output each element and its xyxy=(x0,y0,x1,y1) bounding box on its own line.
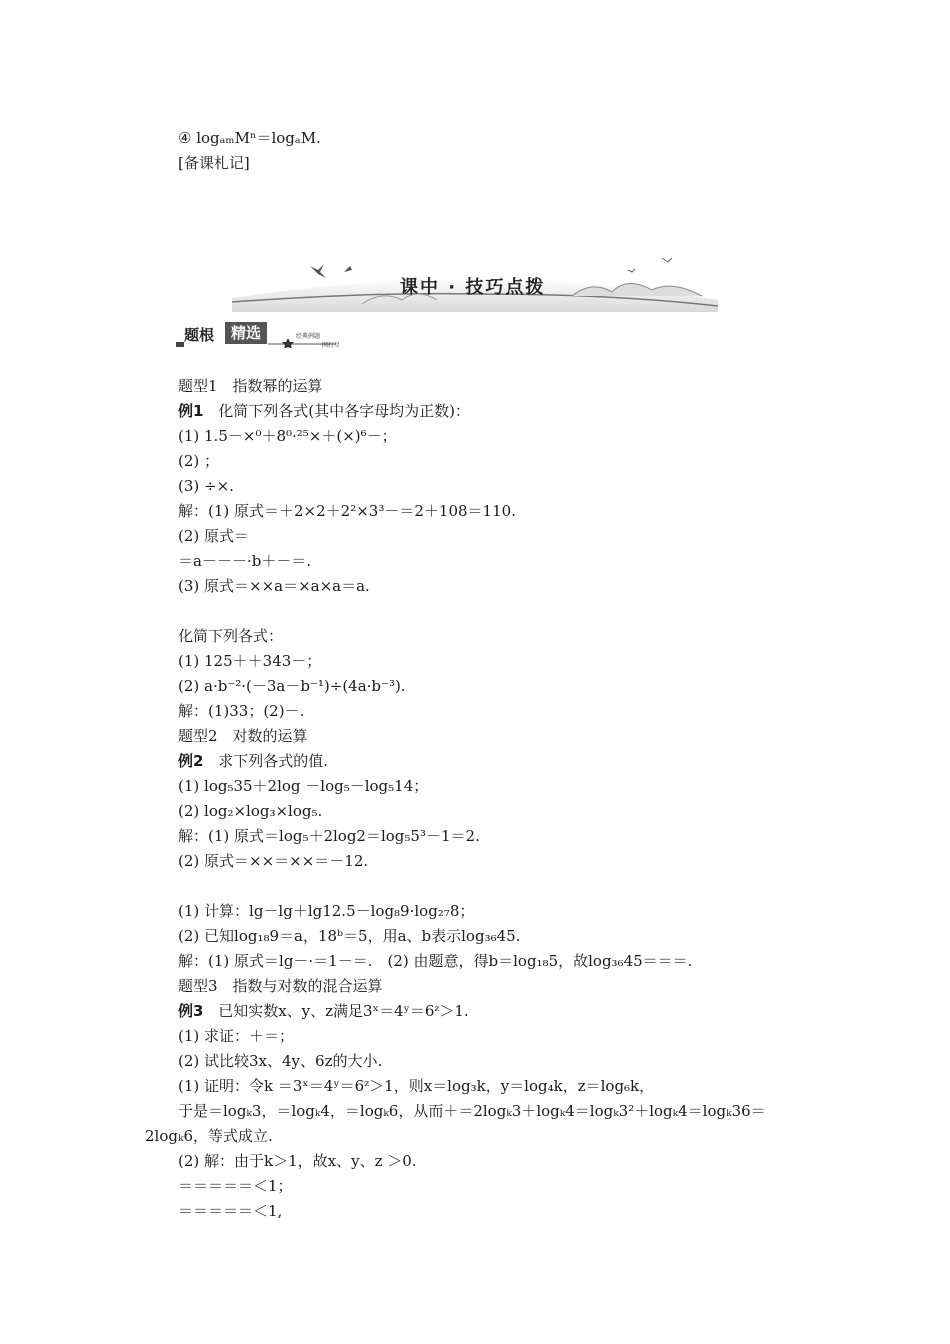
text-line: (2) ； xyxy=(178,452,220,470)
text-line: (3) 原式＝××a＝×a×a＝a. xyxy=(178,577,370,595)
example-3 xyxy=(178,999,469,1023)
text-line: 解：(1) 原式＝lg－·＝1－＝. (2) 由题意，得b＝log₁₈5，故log₃₆45＝＝＝. xyxy=(178,952,693,970)
bird-icon xyxy=(344,266,352,272)
example-1 xyxy=(178,399,470,423)
heading-type1: 题型1 指数幂的运算 xyxy=(178,377,323,395)
star-icon xyxy=(282,338,294,348)
text-line: ④ logₐₘMⁿ＝logₐM. xyxy=(178,129,321,147)
text-line: 解：(1)33；(2)－. xyxy=(178,702,305,720)
text-line: (3) ÷×. xyxy=(178,477,234,495)
text-line: (2) 原式＝××＝××＝－12. xyxy=(178,852,369,870)
text-line: (2) log₂×log₃×log₅. xyxy=(178,802,323,820)
example-text: 已知实数x、y、z满足3ˣ＝4ʸ＝6ᶻ＞1. xyxy=(218,1002,469,1020)
example-label: 例3 xyxy=(178,1002,204,1020)
text-line: (1) 求证：＋＝； xyxy=(178,1027,295,1045)
example-label: 例2 xyxy=(178,752,204,770)
text-line: 解：(1) 原式＝＋2×2＋2²×3³－＝2＋108＝110. xyxy=(178,502,516,520)
section-tag-highlight: 精选 xyxy=(225,322,267,344)
text-line: (1) 计算：lg－lg＋lg12.5－log₈9·log₂₇8； xyxy=(178,902,475,920)
text-line: ＝a－－－·b＋－＝. xyxy=(178,552,312,570)
heading-type2: 题型2 对数的运算 xyxy=(178,727,308,745)
example-text: 求下列各式的值. xyxy=(218,752,328,770)
text-line: [备课札记] xyxy=(178,154,250,172)
text-line: 化简下列各式： xyxy=(178,627,284,645)
text-line: (2) 原式＝ xyxy=(178,527,250,545)
text-line: (1) 证明：令k ＝3ˣ＝4ʸ＝6ᶻ＞1，则x＝log₃k，y＝log₄k，z＝log₆k， xyxy=(178,1077,655,1095)
bird-icon xyxy=(662,258,672,262)
text-line: (2) 试比较3x、4y、6z的大小. xyxy=(178,1052,383,1070)
text-line: (2) a·b⁻²·(－3a－b⁻¹)÷(4a·b⁻³). xyxy=(178,677,406,695)
example-text: 化简下列各式(其中各字母均为正数)： xyxy=(218,402,470,420)
section-tag-label: 题根 xyxy=(184,326,215,344)
tag-caption: 一网打尽 xyxy=(316,342,341,349)
text-line: 2logₖ6，等式成立. xyxy=(145,1127,273,1145)
text-line: (1) 125＋＋343－； xyxy=(178,652,322,670)
heading-type3: 题型3 指数与对数的混合运算 xyxy=(178,977,383,995)
tag-caption: 经典例题 xyxy=(296,333,321,340)
text-line: (2) 解：由于k＞1，故x、y、z ＞0. xyxy=(178,1152,417,1170)
bird-icon xyxy=(310,264,326,278)
text-line: ＝＝＝＝＝＜1, xyxy=(178,1202,283,1220)
example-label: 例1 xyxy=(178,402,204,420)
bird-icon xyxy=(628,269,635,272)
text-line: (2) 已知log₁₈9＝a，18ᵇ＝5，用a、b表示log₃₆45. xyxy=(178,927,521,945)
text-line: 于是＝logₖ3，＝logₖ4，＝logₖ6，从而＋＝2logₖ3＋logₖ4＝logₖ3²＋logₖ4＝logₖ36＝ xyxy=(178,1102,766,1120)
example-2 xyxy=(178,749,328,773)
text-line: ＝＝＝＝＝＜1； xyxy=(178,1177,293,1195)
text-line: (1) 1.5－×⁰＋8⁰·²⁵×＋(×)⁶－； xyxy=(178,427,397,445)
text-line: 解：(1) 原式＝log₅＋2log2＝log₅5³－1＝2. xyxy=(178,827,480,845)
text-line: (1) log₅35＋2log －log₅－log₅14； xyxy=(178,777,429,795)
banner-title: 课中 · 技巧点拨 xyxy=(400,277,546,298)
